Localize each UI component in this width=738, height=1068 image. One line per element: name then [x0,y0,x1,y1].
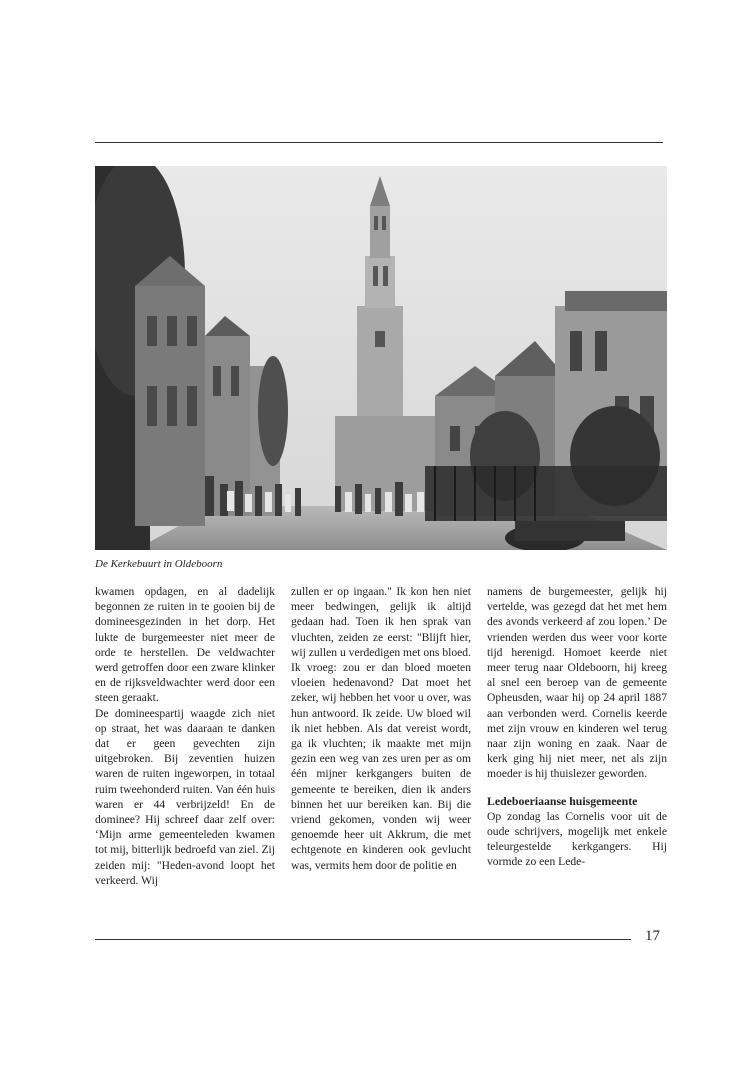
historic-photo-kerkebuurt [95,166,667,550]
photo-illustration [95,166,667,550]
paragraph: Op zondag las Cornelis voor uit de oude schrijvers, mogelijk met enkele teleurgestelde kerkgangers. Hij vormde zo een Lede- [487,809,667,869]
section-heading: Ledeboeriaanse huisgemeente [487,793,638,808]
bottom-rule [95,939,631,940]
text-column-1 [95,584,275,888]
paragraph: De domineespartij waagde zich niet op straat, het was daaraan te danken dat er geen gevechten zijn uitgebroken. Bij zeventien huizen waren de ruiten ingeworpen, in totaal ruim tweehonderd ruiten. Van één huis waren er 44 verbrijzeld! En de dominee? Hij schreef daar zelf over: ‘Mijn arme gemeenteleden kwamen tot mij, bitterlijk bedroefd van ziel. Zij zeiden mij: "Heden-avond loopt het verkeerd. Wij [95,706,275,887]
paragraph: zullen er op ingaan." Ik kon hen niet meer bedwingen, gelijk ik altijd gedaan had. Toen ik hen sprak van vluchten, zeiden ze eerst: "Blijft hier, wij zullen u verdedigen met ons bloed. Ik vroeg: zou er dan bloed moeten vloeien hedenavond? Dat moet het zeker, wij hebben het voor u over, was hun antwoord. Ik zeide. Uw bloed wil ik niet hebben. Als dat vereist wordt, ga ik vluchten; ik maakte met mijn gezin een weg van zes uren per as om één mijner kerkgangers buiten de gemeente te bereiken, dien ik anders binnen het uur bereiken kan. Bij die vriend gekomen, vonden wij weer genoemde heer uit Akkrum, die met echtgenote en kinderen ook gevlucht was, vermits hem door de politie en [291,585,471,872]
text-column-3 [487,584,667,869]
text-column-2 [291,584,471,873]
paragraph: namens de burgemeester, gelijk hij vertelde, was gezegd dat het met hem des avonds verkeerd af zou lopen.’ De vrienden werden dus weer voor korte tijd herenigd. Homoet keerde niet meer terug naar Oldeboorn, hij kreeg al snel een beroep van de gemeente Opheusden, waar hij op 24 april 1887 aan verbonden werd. Cornelis keerde met zijn vrouw en kinderen wel terug naar zijn woning en zaak. Naar de kerk ging hij niet meer, net als zijn moeder is hij thuislezer geworden. [487,585,667,781]
paragraph: kwamen opdagen, en al dadelijk begonnen ze ruiten in te gooien bij de domineesgezinden in het dorp. Het lukte de burgemeester niet meer de orde te herstellen. De veldwachter werd getroffen door een zware klinker en de rijksveldwachter werd door een steen geraakt. [95,585,275,705]
page-number: 17 [645,928,660,944]
top-rule [95,142,663,143]
photo-caption: De Kerkebuurt in Oldeboorn [95,558,223,570]
